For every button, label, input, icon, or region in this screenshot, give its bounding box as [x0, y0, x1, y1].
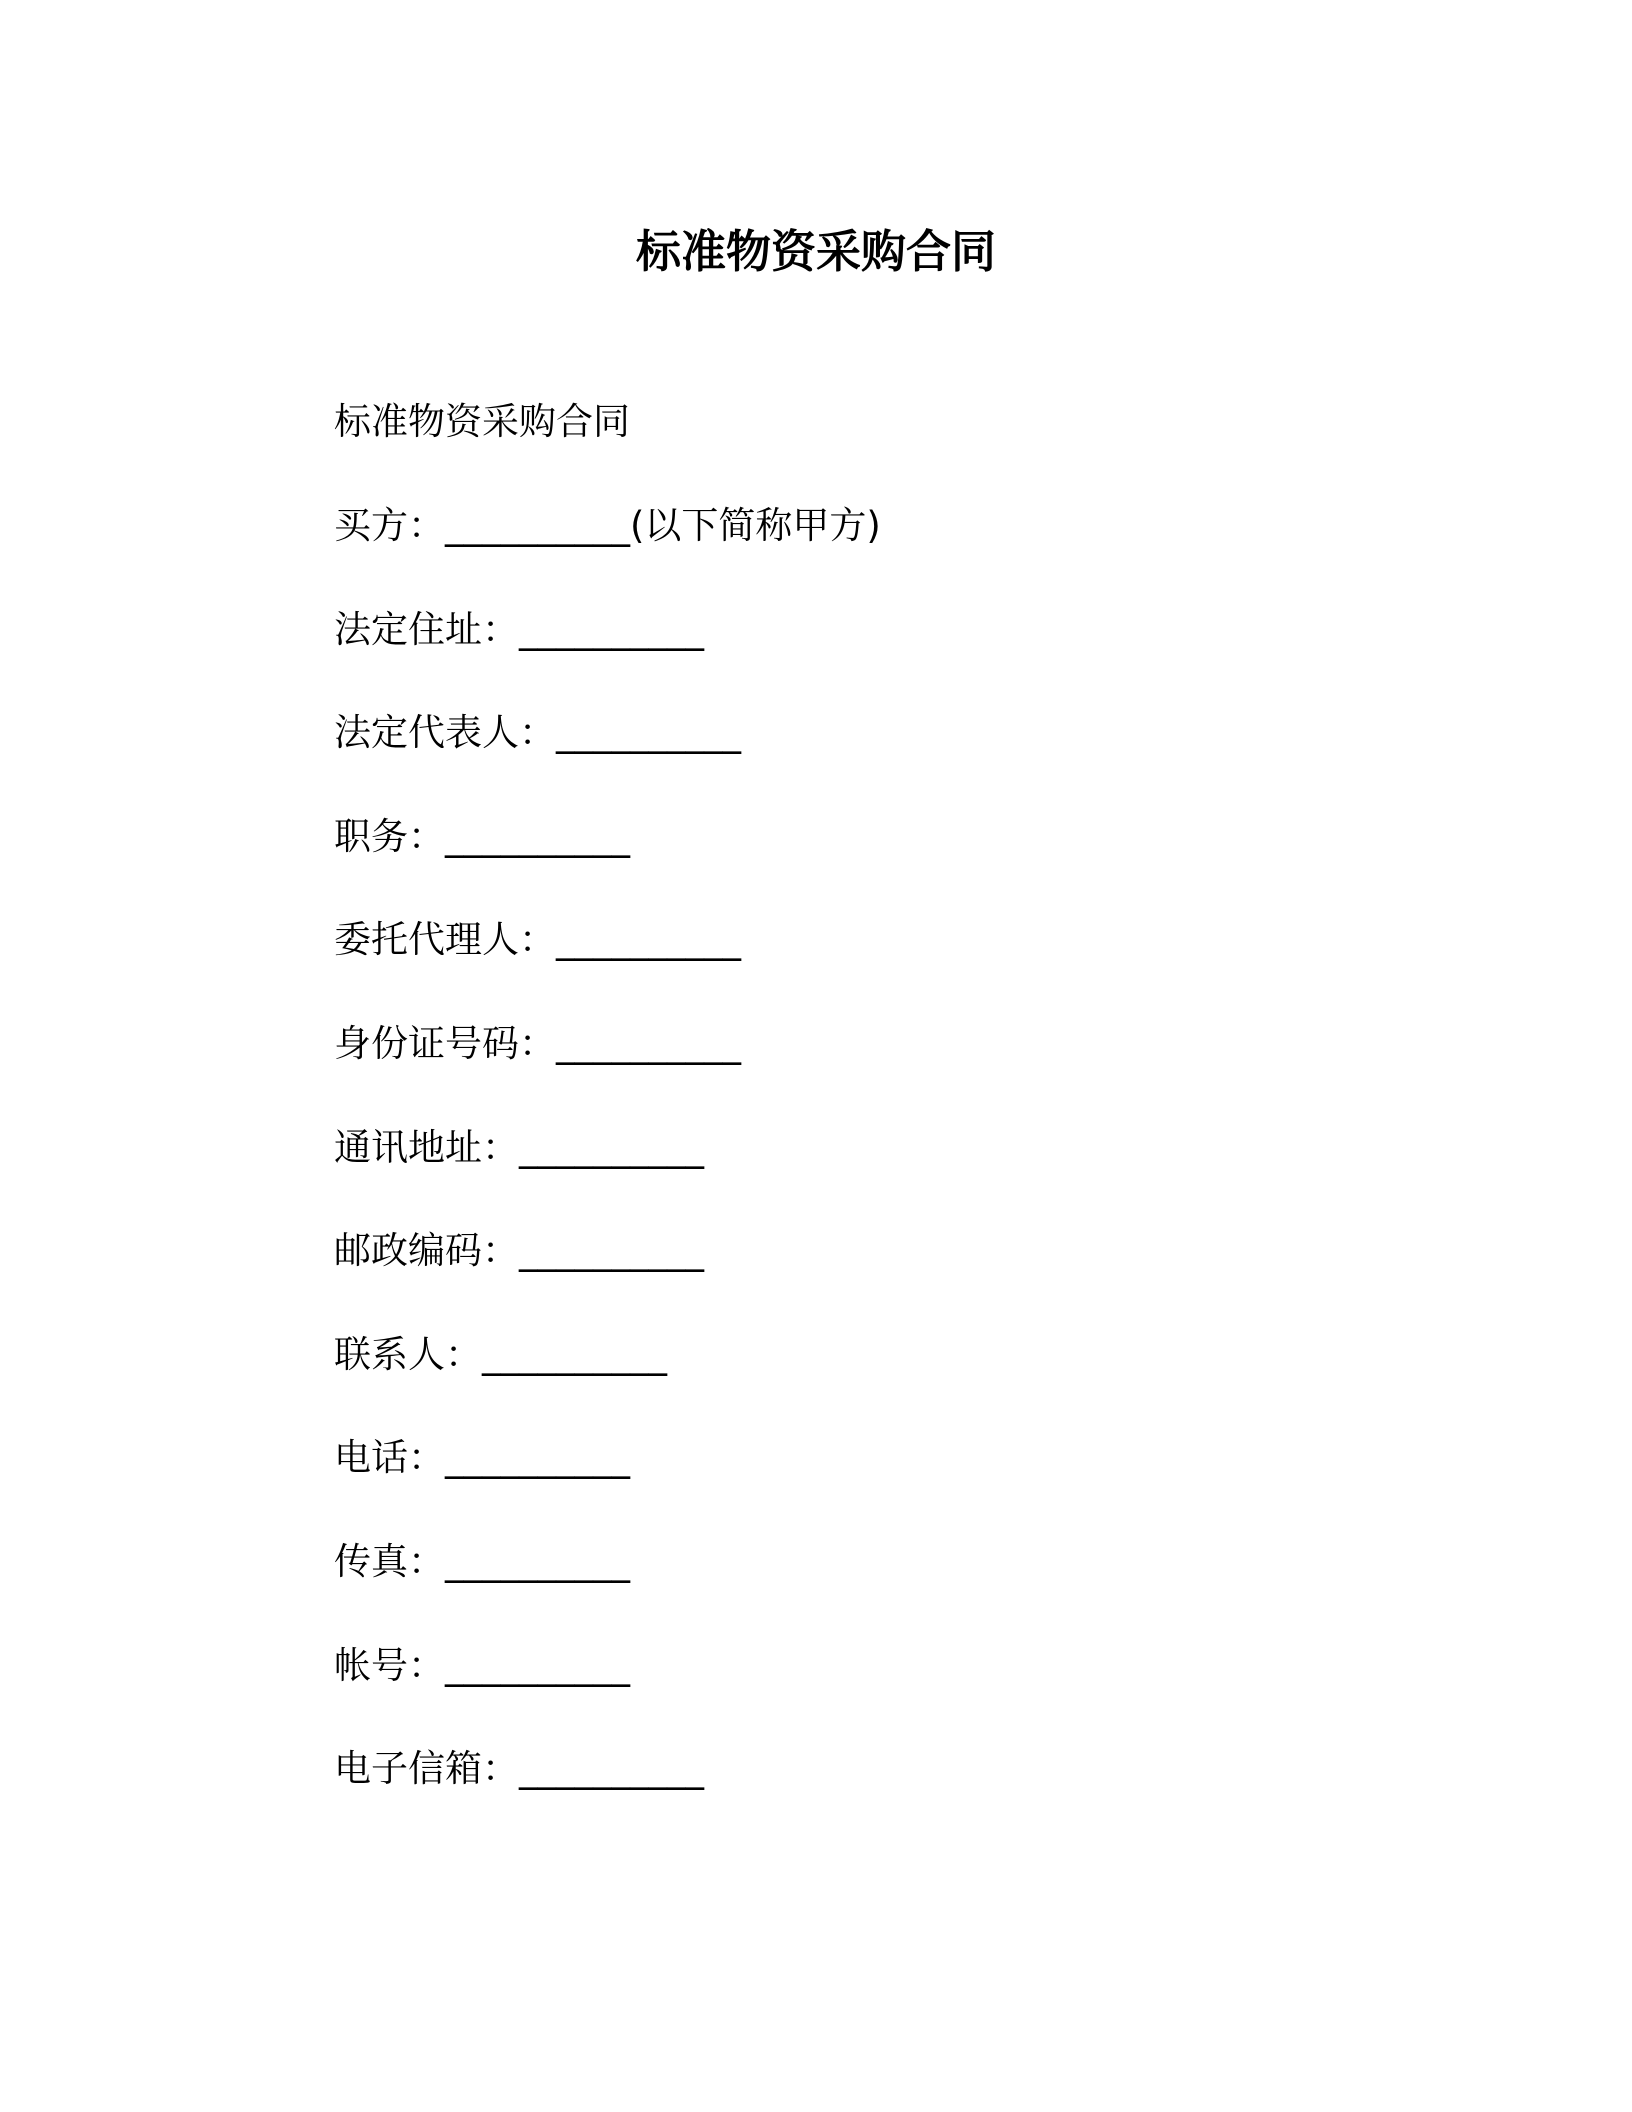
account-line: 帐号：__________	[334, 1644, 630, 1687]
fax-line: 传真：__________	[334, 1540, 630, 1583]
legal-representative-line: 法定代表人：__________	[334, 711, 741, 754]
contact-person-line: 联系人：__________	[334, 1333, 667, 1376]
phone-line: 电话：__________	[334, 1436, 630, 1479]
legal-address-line: 法定住址：__________	[334, 608, 704, 651]
position-line: 职务：__________	[334, 815, 630, 858]
buyer-line: 买方：__________(以下简称甲方)	[334, 504, 881, 547]
id-number-line: 身份证号码：__________	[334, 1022, 741, 1065]
mailing-address-line: 通讯地址：__________	[334, 1126, 704, 1169]
document-title: 标准物资采购合同	[635, 225, 996, 278]
authorized-agent-line: 委托代理人：__________	[334, 918, 741, 961]
subtitle-line: 标准物资采购合同	[334, 400, 630, 443]
email-line: 电子信箱：__________	[334, 1747, 704, 1790]
postal-code-line: 邮政编码：__________	[334, 1229, 704, 1272]
